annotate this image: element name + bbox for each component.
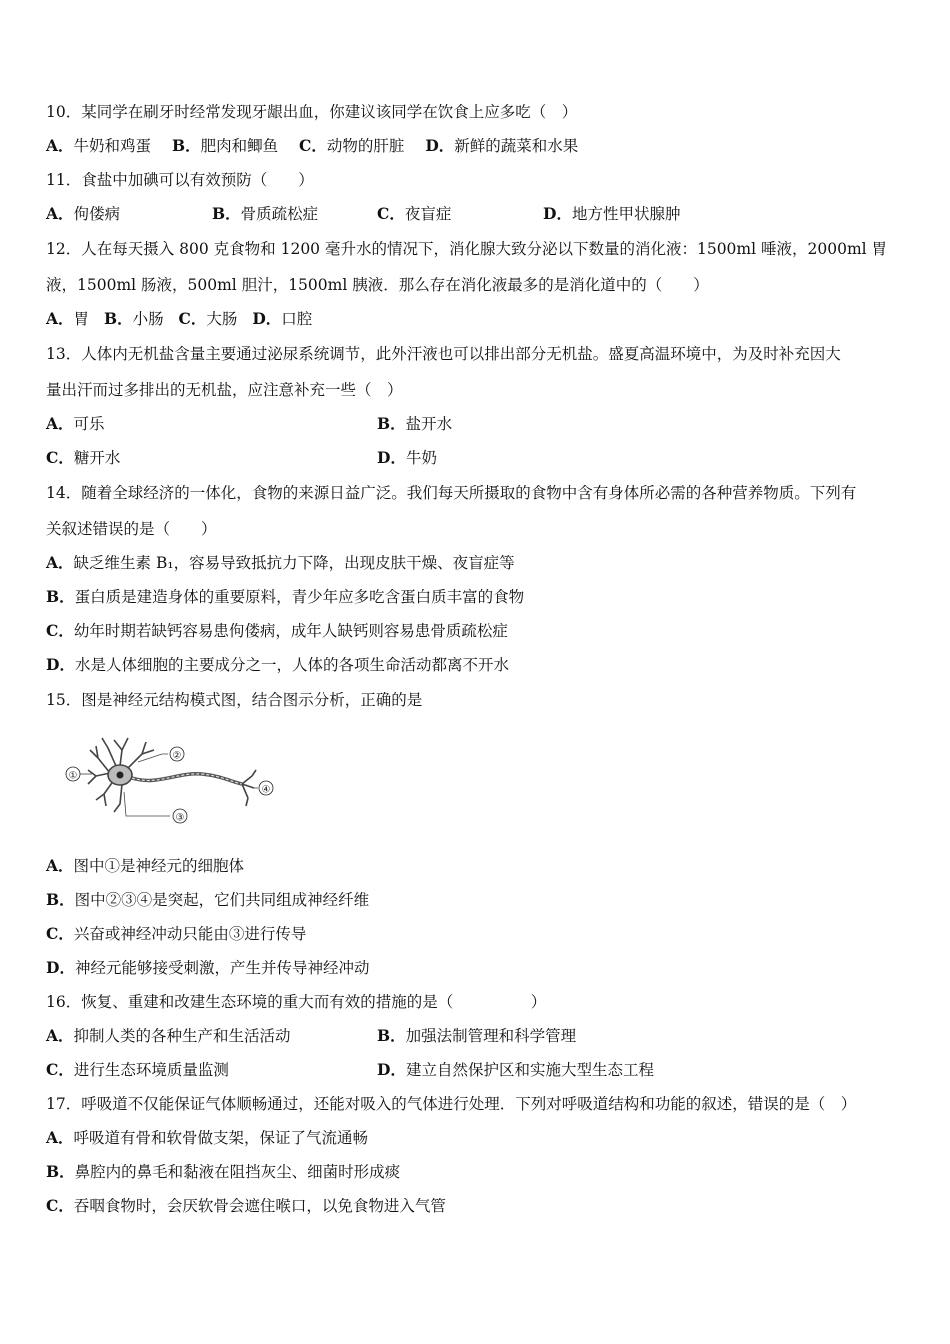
option-text: 大肠	[206, 310, 238, 328]
question-14-stem-line2: 关叙述错误的是（ ）	[46, 520, 217, 538]
option-text: 水是人体细胞的主要成分之一，人体的各项生命活动都离不开水	[74, 656, 509, 674]
option-text: 盐开水	[405, 415, 453, 433]
question-10-stem: 10．某同学在刷牙时经常发现牙龈出血，你建议该同学在饮食上应多吃（ ）	[46, 103, 578, 121]
option-text: 进行生态环境质量监测	[73, 1061, 229, 1079]
option-label: B．	[377, 414, 406, 433]
option-label: B．	[171, 136, 201, 155]
figure-label-3: ③	[175, 812, 185, 824]
option-d[interactable]	[425, 136, 578, 156]
option-label: D．	[543, 204, 572, 223]
figure-label-1: ①	[68, 770, 78, 782]
option-d[interactable]	[46, 655, 509, 675]
option-c[interactable]	[46, 448, 120, 468]
option-text: 蛋白质是建造身体的重要原料，青少年应多吃含蛋白质丰富的食物	[74, 588, 525, 606]
option-label: C．	[46, 1060, 74, 1079]
option-label: A．	[46, 553, 74, 572]
option-text: 建立自然保护区和实施大型生态工程	[405, 1061, 654, 1079]
option-text: 小肠	[132, 310, 164, 328]
figure-label-2: ②	[172, 750, 182, 762]
option-label: C．	[46, 924, 74, 943]
option-text: 胃	[73, 310, 90, 328]
option-label: C．	[46, 448, 74, 467]
option-a[interactable]	[46, 414, 105, 434]
option-text: 口腔	[281, 310, 313, 328]
option-a[interactable]	[46, 553, 515, 573]
option-label: A．	[46, 1026, 74, 1045]
option-label: B．	[46, 587, 75, 606]
option-d[interactable]	[377, 448, 437, 468]
option-label: D．	[252, 309, 282, 328]
question-16-stem: 16．恢复、重建和改建生态环境的重大而有效的措施的是（ ）	[46, 993, 547, 1011]
option-c[interactable]	[46, 621, 508, 641]
option-c[interactable]	[299, 136, 404, 156]
option-text: 鼻腔内的鼻毛和黏液在阻挡灰尘、细菌时形成痰	[74, 1163, 401, 1181]
option-label: B．	[46, 1162, 75, 1181]
option-d[interactable]	[252, 309, 312, 329]
option-label: D．	[377, 1060, 406, 1079]
question-12-options	[46, 309, 322, 329]
option-a[interactable]	[46, 204, 120, 224]
option-text: 加强法制管理和科学管理	[405, 1027, 577, 1045]
option-text: 新鲜的蔬菜和水果	[454, 137, 579, 155]
option-text: 兴奋或神经冲动只能由③进行传导	[73, 925, 307, 943]
question-11-stem: 11．食盐中加碘可以有效预防（ ）	[46, 171, 314, 189]
option-text: 神经元能够接受刺激，产生并传导神经冲动	[74, 959, 370, 977]
option-b[interactable]	[104, 309, 164, 329]
option-c[interactable]	[46, 924, 306, 944]
option-text: 抑制人类的各种生产和生活活动	[73, 1027, 291, 1045]
option-label: B．	[212, 204, 241, 223]
option-label: A．	[46, 309, 74, 328]
option-text: 牛奶	[405, 449, 437, 467]
option-label: C．	[46, 621, 74, 640]
option-text: 骨质疏松症	[240, 205, 319, 223]
option-label: C．	[299, 136, 327, 155]
option-b[interactable]	[172, 136, 278, 156]
option-text: 地方性甲状腺肿	[571, 205, 681, 223]
option-label: B．	[46, 890, 75, 909]
option-a[interactable]	[46, 1128, 368, 1148]
neuron-diagram	[62, 728, 282, 828]
option-text: 可乐	[73, 415, 105, 433]
option-label: C．	[377, 204, 405, 223]
question-10-options	[46, 136, 594, 156]
option-b[interactable]	[377, 1026, 576, 1046]
option-c[interactable]	[377, 204, 451, 224]
option-label: A．	[46, 414, 74, 433]
option-label: C．	[178, 309, 207, 328]
option-a[interactable]	[46, 856, 244, 876]
option-text: 佝偻病	[73, 205, 121, 223]
option-text: 牛奶和鸡蛋	[73, 137, 152, 155]
question-13-stem-line2: 量出汗而过多排出的无机盐，应注意补充一些（ ）	[46, 381, 403, 399]
figure-label-4: ④	[261, 784, 271, 796]
question-15-stem: 15．图是神经元结构模式图，结合图示分析，正确的是	[46, 691, 423, 709]
question-17-stem: 17．呼吸道不仅能保证气体顺畅通过，还能对吸入的气体进行处理．下列对呼吸道结构和功能的叙述，错误的是（ ）	[46, 1095, 857, 1113]
option-text: 糖开水	[73, 449, 121, 467]
option-a[interactable]	[46, 309, 89, 329]
option-d[interactable]	[543, 204, 680, 224]
option-b[interactable]	[46, 890, 369, 910]
nucleus	[117, 772, 124, 779]
option-text: 图中①是神经元的细胞体	[73, 857, 245, 875]
option-label: B．	[103, 309, 133, 328]
option-text: 吞咽食物时，会厌软骨会遮住喉口，以免食物进入气管	[73, 1197, 446, 1215]
option-label: A．	[46, 204, 74, 223]
option-label: A．	[46, 136, 74, 155]
option-label: C．	[46, 1196, 74, 1215]
option-b[interactable]	[46, 1162, 400, 1182]
option-b[interactable]	[212, 204, 318, 224]
option-text: 缺乏维生素 B₁，容易导致抵抗力下降，出现皮肤干燥、夜盲症等	[73, 554, 515, 572]
option-text: 动物的肝脏	[326, 137, 405, 155]
option-text: 幼年时期若缺钙容易患佝偻病，成年人缺钙则容易患骨质疏松症	[73, 622, 508, 640]
option-d[interactable]	[46, 958, 369, 978]
option-d[interactable]	[377, 1060, 654, 1080]
question-14-stem-line1: 14．随着全球经济的一体化，食物的来源日益广泛。我们每天所摄取的食物中含有身体所必需的各种营养物质。下列有	[46, 484, 857, 502]
question-12-stem-line1: 12．人在每天摄入 800 克食物和 1200 毫升水的情况下，消化腺大致分泌以下数量的消化液：1500ml 唾液，2000ml 胃	[46, 240, 888, 258]
option-label: D．	[46, 958, 75, 977]
option-b[interactable]	[377, 414, 452, 434]
option-label: D．	[46, 655, 75, 674]
option-a[interactable]	[46, 1026, 291, 1046]
option-label: D．	[377, 448, 406, 467]
option-text: 呼吸道有骨和软骨做支架，保证了气流通畅	[73, 1129, 369, 1147]
question-13-stem-line1: 13．人体内无机盐含量主要通过泌尿系统调节，此外汗液也可以排出部分无机盐。盛夏高温环境中，为及时补充因大	[46, 345, 841, 363]
option-c[interactable]	[46, 1196, 446, 1216]
option-text: 夜盲症	[404, 205, 452, 223]
option-c[interactable]	[179, 309, 238, 329]
option-b[interactable]	[46, 587, 524, 607]
option-a[interactable]	[46, 136, 151, 156]
option-text: 肥肉和鲫鱼	[200, 137, 279, 155]
option-label: B．	[377, 1026, 406, 1045]
option-label: A．	[46, 856, 74, 875]
option-text: 图中②③④是突起，它们共同组成神经纤维	[74, 891, 370, 909]
option-label: D．	[425, 136, 455, 155]
option-c[interactable]	[46, 1060, 229, 1080]
option-label: A．	[46, 1128, 74, 1147]
question-12-stem-line2: 液，1500ml 肠液，500ml 胆汁，1500ml 胰液．那么存在消化液最多的是消化道中的（ ）	[46, 276, 709, 294]
